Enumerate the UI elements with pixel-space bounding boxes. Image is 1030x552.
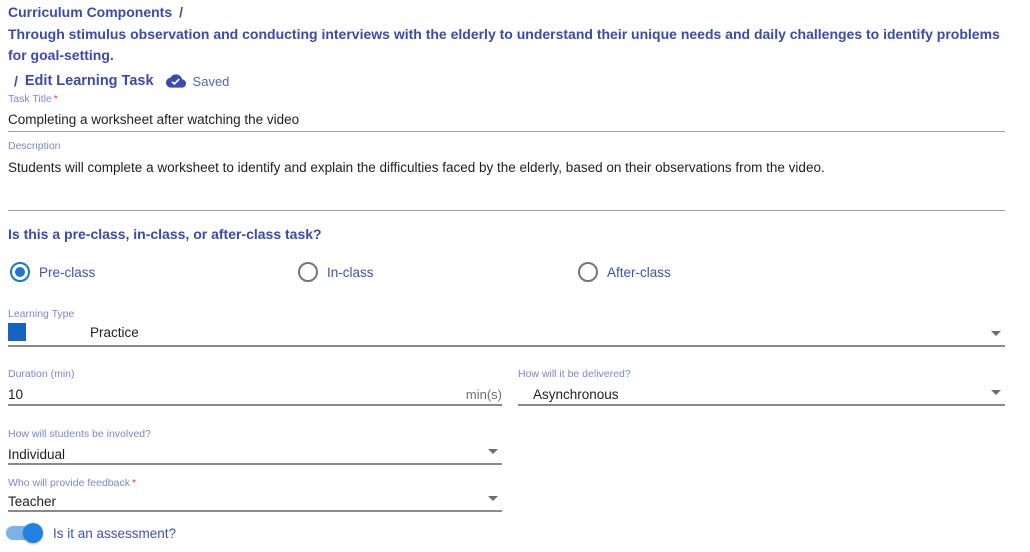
breadcrumb-root-link[interactable]: Curriculum Components: [8, 4, 173, 20]
learning-type-color-swatch-icon: [8, 323, 26, 341]
class-timing-radio-group: [8, 262, 1005, 286]
learning-type-select[interactable]: [8, 323, 1005, 345]
involvement-label: How will students be involved?: [8, 428, 151, 440]
delivery-select[interactable]: Asynchronous: [533, 387, 619, 402]
chevron-down-icon[interactable]: [488, 496, 498, 501]
radio-label: After-class: [607, 264, 671, 280]
delivery-field: [518, 368, 1005, 406]
duration-input[interactable]: 10: [8, 387, 24, 402]
duration-suffix: min(s): [465, 387, 502, 402]
description-textarea[interactable]: Students will complete a worksheet to identify and explain the difficulties faced by the elderly, based on their observations from the video.: [8, 160, 825, 175]
toggle-knob: [23, 523, 43, 543]
learning-type-label: Learning Type: [8, 308, 75, 320]
task-title-field: [8, 93, 1005, 132]
radio-unselected-icon: [578, 262, 598, 282]
feedback-field: [8, 477, 502, 512]
radio-in-class[interactable]: [298, 262, 374, 282]
involvement-field: [8, 428, 502, 465]
radio-after-class[interactable]: [578, 262, 671, 282]
learning-type-field: [8, 308, 1005, 347]
assessment-toggle-row: [6, 523, 176, 543]
cloud-done-icon: [166, 71, 186, 91]
assessment-toggle-label: Is it an assessment?: [53, 525, 177, 541]
breadcrumb-separator-2: /: [14, 73, 18, 89]
breadcrumb: [8, 3, 1020, 91]
assessment-toggle[interactable]: [6, 526, 40, 540]
feedback-select[interactable]: Teacher: [8, 494, 57, 509]
breadcrumb-separator: /: [179, 4, 184, 20]
duration-field: [8, 368, 502, 406]
save-status-text: Saved: [192, 73, 230, 89]
learning-type-value: Practice: [90, 325, 139, 340]
radio-unselected-icon: [298, 262, 318, 282]
duration-label: Duration (min): [8, 368, 75, 380]
task-title-label: Task Title *: [8, 93, 58, 105]
task-title-input[interactable]: [8, 111, 1005, 128]
chevron-down-icon[interactable]: [991, 390, 1001, 395]
radio-label: Pre-class: [39, 264, 96, 280]
delivery-label: How will it be delivered?: [518, 368, 631, 380]
involvement-select[interactable]: Individual: [8, 447, 66, 462]
required-asterisk: *: [53, 93, 58, 105]
chevron-down-icon[interactable]: [488, 449, 498, 454]
required-asterisk: *: [131, 477, 137, 489]
description-label: Description: [8, 140, 61, 152]
radio-pre-class[interactable]: [10, 262, 95, 282]
curriculum-component-title: Through stimulus observation and conducting interviews with the elderly to understand their unique needs and daily challenges to identify problems for goal-setting.: [8, 26, 1000, 63]
radio-label: In-class: [327, 264, 374, 280]
feedback-label: Who will provide feedback *: [8, 477, 137, 489]
class-timing-question: Is this a pre-class, in-class, or after-class task?: [8, 226, 322, 242]
radio-selected-icon: [10, 262, 30, 282]
page-title: Edit Learning Task: [24, 73, 154, 89]
chevron-down-icon[interactable]: [991, 331, 1001, 336]
description-field: [8, 140, 1005, 211]
